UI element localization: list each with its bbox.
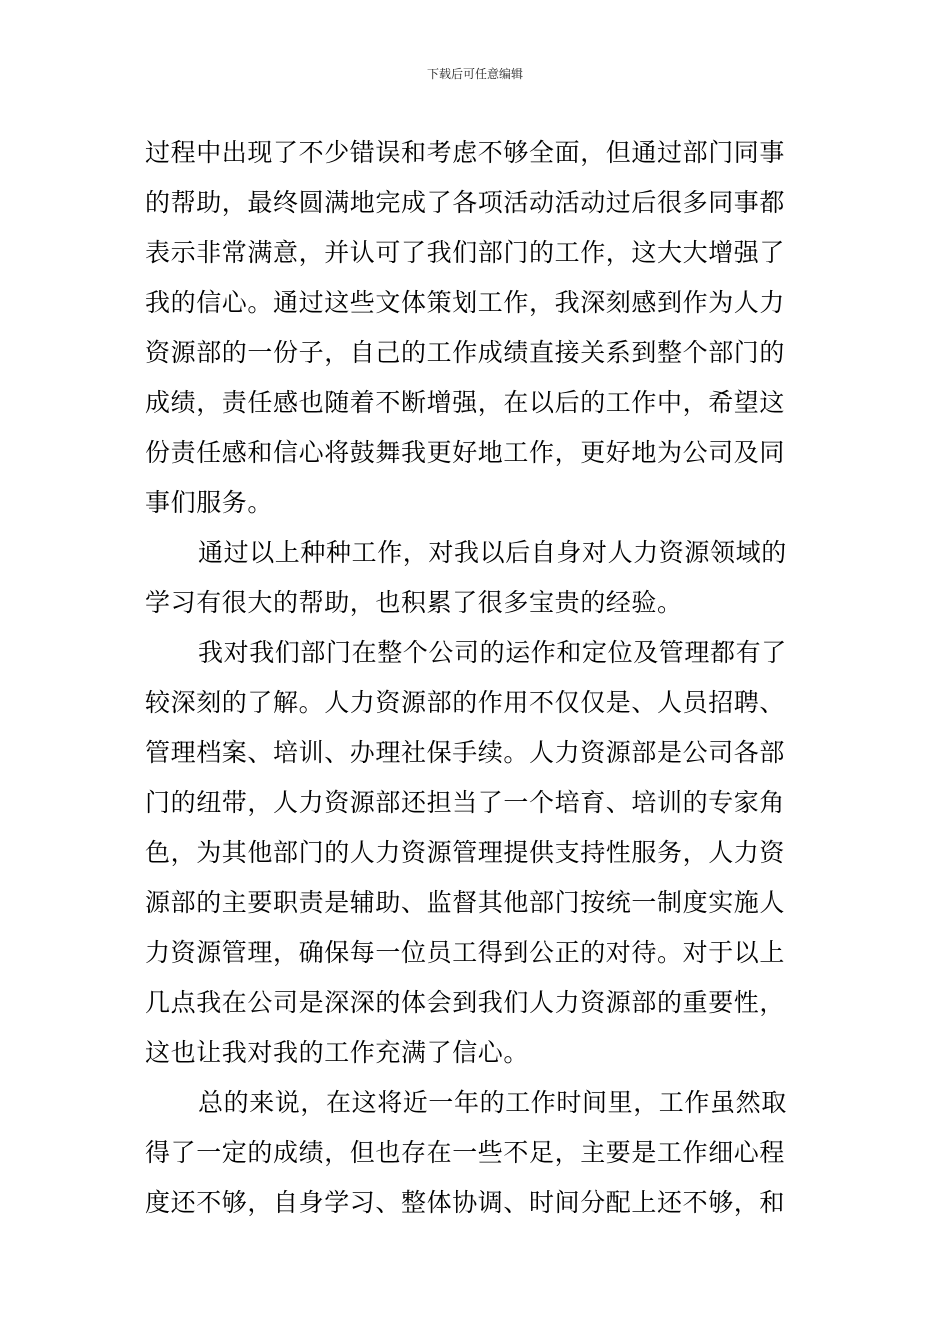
- text-line: 这也让我对我的工作充满了信心。: [145, 1038, 530, 1067]
- text-line: 门的纽带，人力资源部还担当了一个培育、培训的专家角: [145, 788, 786, 817]
- text-line: 力资源管理，确保每一位员工得到公正的对待。对于以上: [145, 938, 786, 967]
- text-line: 学习有很大的帮助，也积累了很多宝贵的经验。: [145, 588, 683, 617]
- text-line: 资源部的一份子，自己的工作成绩直接关系到整个部门的: [145, 338, 786, 367]
- text-line: 成绩，责任感也随着不断增强，在以后的工作中，希望这: [145, 388, 786, 417]
- paragraph-first-line: 我对我们部门在整个公司的运作和定位及管理都有了: [198, 638, 787, 667]
- text-line: 得了一定的成绩，但也存在一些不足，主要是工作细心程: [145, 1138, 786, 1167]
- text-line: 过程中出现了不少错误和考虑不够全面，但通过部门同事: [145, 138, 786, 167]
- text-line: 事们服务。: [145, 488, 274, 517]
- text-line: 表示非常满意，并认可了我们部门的工作，这大大增强了: [145, 238, 786, 267]
- text-line: 度还不够，自身学习、整体协调、时间分配上还不够，和: [145, 1188, 786, 1217]
- page-header: 下载后可任意编辑: [426, 67, 523, 81]
- text-line: 的帮助，最终圆满地完成了各项活动活动过后很多同事都: [145, 188, 786, 217]
- text-line: 色，为其他部门的人力资源管理提供支持性服务，人力资: [145, 838, 786, 867]
- text-line: 份责任感和信心将鼓舞我更好地工作，更好地为公司及同: [145, 438, 786, 467]
- text-line: 几点我在公司是深深的体会到我们人力资源部的重要性，: [145, 988, 786, 1017]
- paragraph-first-line: 总的来说，在这将近一年的工作时间里，工作虽然取: [198, 1088, 787, 1117]
- text-line: 源部的主要职责是辅助、监督其他部门按统一制度实施人: [145, 888, 786, 917]
- document-body: [145, 128, 810, 1228]
- text-line: 管理档案、培训、办理社保手续。人力资源部是公司各部: [145, 738, 786, 767]
- text-line: 较深刻的了解。人力资源部的作用不仅仅是、人员招聘、: [145, 688, 786, 717]
- paragraph-first-line: 通过以上种种工作，对我以后自身对人力资源领域的: [198, 538, 787, 567]
- text-line: 我的信心。通过这些文体策划工作，我深刻感到作为人力: [145, 288, 786, 317]
